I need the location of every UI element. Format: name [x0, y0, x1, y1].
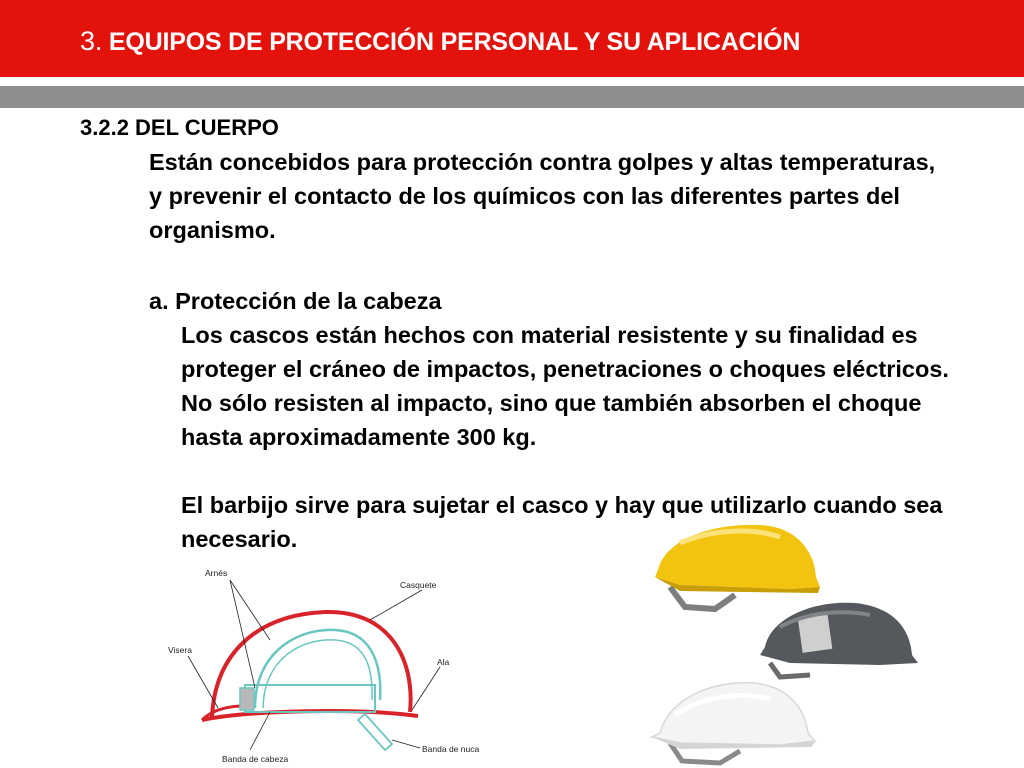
- chinstrap-note: El barbijo sirve para sujetar el casco y hay que utilizarlo cuando sea necesario.: [181, 492, 943, 552]
- label-banda-nuca: Banda de nuca: [422, 744, 480, 754]
- subsection-heading: a. Protección de la cabeza: [149, 288, 442, 314]
- label-arnes: Arnés: [205, 568, 228, 578]
- yellow-helmet: [655, 525, 820, 609]
- gray-helmet: [760, 603, 918, 677]
- helmets-photo: [640, 515, 1024, 768]
- title-number: 3.: [80, 26, 103, 56]
- slide-title: [80, 26, 800, 57]
- label-visera: Visera: [168, 645, 192, 655]
- intro-paragraph: Están concebidos para protección contra golpes y altas temperaturas, y prevenir el contacto de los químicos con las diferentes partes del organismo.: [149, 149, 936, 243]
- nape-band: [358, 714, 392, 750]
- label-ala: Ala: [437, 657, 450, 667]
- label-casquete: Casquete: [400, 580, 437, 590]
- helmet-description: Los cascos están hechos con material resistente y su finalidad es proteger el cráneo de impactos, penetraciones o choques eléctricos. No sólo resisten al impacto, sino que también absorben el choque hasta aproximadamente 300 kg.: [181, 322, 949, 450]
- helmet-diagram: [160, 560, 520, 768]
- headband: [245, 685, 375, 712]
- label-banda-cabeza: Banda de cabeza: [222, 754, 289, 764]
- divider-bar: [0, 86, 1024, 108]
- title-text: EQUIPOS DE PROTECCIÓN PERSONAL Y SU APLICACIÓN: [108, 28, 801, 56]
- section-heading: 3.2.2 DEL CUERPO: [80, 115, 279, 140]
- white-helmet: [652, 683, 815, 763]
